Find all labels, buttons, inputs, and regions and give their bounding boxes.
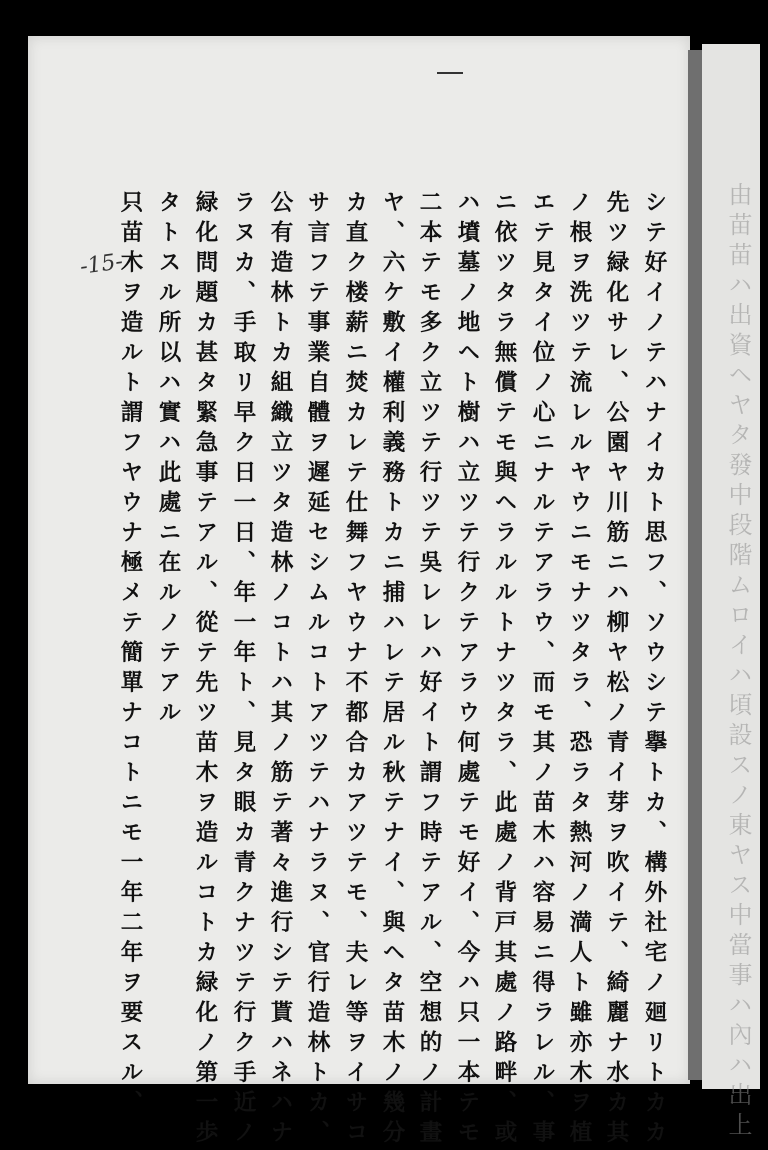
bleed-through-text: 由苗苗ハ出資ヘヤタ發中段階ムロイハ頃設スノ東ヤス中當事ハ內ハ出上 [724, 182, 752, 1142]
text-column-3: ノ根ヲ洗ツテ流レルヤウニモナツタラ、恐ラタ熱河ノ満人ト雖亦木ヲ植 [566, 190, 592, 1150]
text-column-8: ヤ、六ケ敷イ權利義務トカニ捕ハレテ居ル秋テナイ、與ヘタ苗木ノ幾分 [379, 190, 405, 1150]
book-spine [688, 50, 702, 1080]
text-column-9: カ直ク楼薪ニ焚カレテ仕舞フヤウナ不都合カアツテモ、夫レ等ヲイサコ [342, 190, 368, 1150]
text-column-5: ニ依ツタラ無償テモ與ヘラルルトナツタラ、此處ノ背戸其處ノ路畔、或 [491, 190, 517, 1150]
text-column-6: ハ墳墓ノ地ヘト樹ハ立ツテ行クテアラウ何處テモ好イ、今ハ只一本テモ [454, 190, 480, 1150]
text-column-15: 只苗木ヲ造ルト謂フヤウナ極メテ簡單ナコトニモ一年二年ヲ要スル、 [117, 190, 143, 1120]
text-column-10: サ言フテ事業自體ヲ遲延セシムルコトアツテハナラヌ、官行造林トカ、 [304, 190, 330, 1150]
text-column-2: 先ツ緑化サレ、公園ヤ川筋ニハ柳ヤ松ノ青イ芽ヲ吹イテ、綺麗ナ水カ其 [603, 190, 629, 1150]
text-column-4: エテ見タイ位ノ心ニナルテアラウ、而モ其ノ苗木ハ容易ニ得ラレル、事 [529, 190, 555, 1150]
text-column-12: ラヌカ、手取リ早ク日一日、年一年ト、見タ眼カ青クナツテ行ク手近ノ [230, 190, 256, 1150]
text-column-7: 二本テモ多ク立ツテ行ツテ吳レレハ好イト謂フ時テアル、空想的ノ計畫 [416, 190, 442, 1150]
text-column-1: シテ好イノテハナイカト思フ、ソウシテ擧トカ、構外社宅ノ廻リトカカ [641, 190, 667, 1150]
page-number: -15- [78, 249, 125, 280]
text-column-13: 緑化問題カ甚タ緊急事テアル、從テ先ツ苗木ヲ造ルコトカ緑化ノ第一歩 [192, 190, 218, 1150]
text-column-14: タトスル所以ハ實ハ此處ニ在ルノテアル [155, 190, 181, 730]
text-column-11: 公有造林トカ組織立ツタ造林ノコトハ其ノ筋テ著々進行シテ貰ハネハナ [267, 190, 293, 1150]
header-dash [437, 72, 463, 74]
